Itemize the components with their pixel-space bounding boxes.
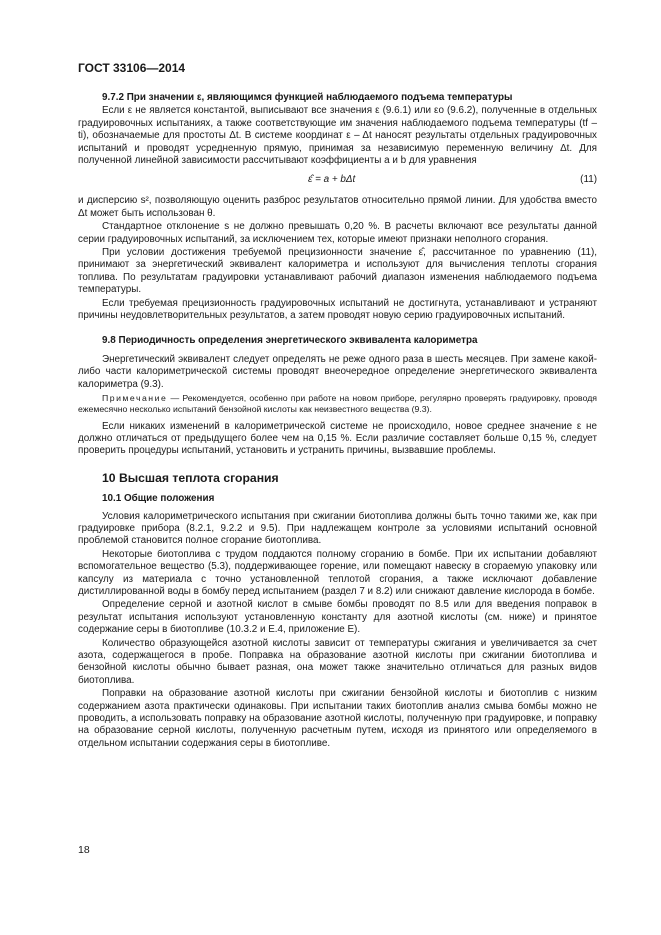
- section-9-7-2-paragraph-5: Если требуемая прецизионность градуировочных испытаний не достигнута, устанавливают и устраняют причины неудовлетворительных результатов, а затем проводят новую серию градуировочных испытаний.: [78, 297, 597, 322]
- equation-11-number: (11): [580, 174, 597, 186]
- page-number: 18: [78, 844, 90, 856]
- section-9-7-2-paragraph-2: и дисперсию s², позволяющую оценить разброс результатов относительно прямой линии. Для удобства вместо Δt может быть использован θ.: [78, 195, 597, 219]
- section-10-1-paragraph-5: Поправки на образование азотной кислоты при сжигании бензойной кислоты и биотоплив с низким содержанием азота практически одинаковы. При испытании таких биотоплив анализ смыва бомбы можно не проводить, а использовать поправку на образование азотной кислоты, полученную при градуировке, и поправку на образование серной кислоты, полученную расчетным путем, исходя из принятого или определяемого в отдельном испытании содержания серы в биотопливе.: [78, 688, 597, 749]
- section-10-1-paragraph-3: Определение серной и азотной кислот в смыве бомбы проводят по 8.5 или для введения поправок в результат испытания используют установленную константу для азотной кислоты (см. ниже) и принятое содержание серы в биотопливе (10.3.2 и Е.4, приложение Е).: [78, 599, 597, 636]
- section-9-8-heading: 9.8 Периодичность определения энергетического эквивалента калориметра: [102, 334, 478, 346]
- section-9-7-2-paragraph-3: Стандартное отклонение s не должно превышать 0,20 %. В расчеты включают все результаты данной серии градуировочных испытаний, за исключением тех, которые имеют признаки неполного сгорания.: [78, 221, 597, 245]
- note-text: — Рекомендуется, особенно при работе на новом приборе, регулярно проверять градуировку, проводя ежемесячно несколько испытаний бензойной кислоты как неизвестного вещества (9.3).: [78, 393, 597, 415]
- section-9-7-2-heading: 9.7.2 При значении ε, являющимся функцией наблюдаемого подъема температуры: [102, 92, 513, 103]
- equation-11-formula: ε̂ = a + bΔt: [308, 174, 356, 186]
- section-10-1-paragraph-2: Некоторые биотоплива с трудом поддаются полному сгоранию в бомбе. При их испытании добавляют вспомогательное вещество (5.3), поддерживающее горение, или помещают навеску в сгораемую упаковку или капсулу из материала с точно установленной теплотой сгорания, а также исключают добавление дистиллированной воды в бомбу перед испытанием (раздел 7 и 8.2) или снижают давление кислорода в бомбе.: [78, 548, 597, 597]
- document-header: ГОСТ 33106—2014: [78, 61, 186, 75]
- section-10-1-paragraph-1: Условия калориметрического испытания при сжигании биотоплива должны быть точно такими же, как при градуировке прибора (8.2.1, 9.2.2 и 9.5). При надлежащем контроле за условиями испытаний основной проблемой становится полное сгорание биотоплива.: [78, 510, 597, 547]
- section-9-8-paragraph-1: Энергетический эквивалент следует определять не реже одного раза в шесть месяцев. При замене какой-либо части калориметрической системы проводят внеочередное определение энергетического эквивалента калориметра (9.3).: [78, 353, 597, 390]
- section-10-1-paragraph-4: Количество образующейся азотной кислоты зависит от температуры сжигания и увеличивается за счет азота, содержащегося в пробе. Поправка на образование азотной кислоты при сжигании биотоплива и бензойной кислоты обычно бывает разная, она может также значительно отличаться для разных видов биотоплива.: [78, 637, 597, 686]
- section-9-8-paragraph-2: Если никаких изменений в калориметрической системе не происходило, новое среднее значение ε не должно отличаться от предыдущего более чем на 0,15 %. Если различие составляет больше 0,15 %, следует проверить процедуры испытаний, установить и устранить причины, вызвавшие проблемы.: [78, 420, 597, 457]
- section-10-heading: 10 Высшая теплота сгорания: [102, 470, 279, 485]
- equation-11: [78, 171, 597, 193]
- section-9-7-2-paragraph-1: Если ε не является константой, выписывают все значения ε (9.6.1) или εо (9.6.2), полученные в отдельных градуировочных испытаниях, а также соответствующие им значения наблюдаемого подъема температуры (tf – ti), обозначаемые для простоты Δt. В системе координат ε – Δt наносят результаты отдельных градуировочных испытаний и проводят усредненную прямую, принимая за независимую переменную величину Δt. Для полученной линейной зависимости рассчитывают коэффициенты a и b для уравнения: [78, 105, 597, 167]
- page-content: [78, 92, 597, 751]
- section-9-7-2-paragraph-4: При условии достижения требуемой прецизионности значение ε̂, рассчитанное по уравнению (11), принимают за энергетический эквивалент калориметра и используют для вычисления теплоты сгорания топлива. По результатам градуировки устанавливают рабочий диапазон изменения наблюдаемого подъема температуры.: [78, 247, 597, 296]
- note-label: Примечание: [102, 393, 168, 404]
- section-10-1-heading: 10.1 Общие положения: [102, 493, 215, 505]
- section-9-8-note: [78, 393, 597, 415]
